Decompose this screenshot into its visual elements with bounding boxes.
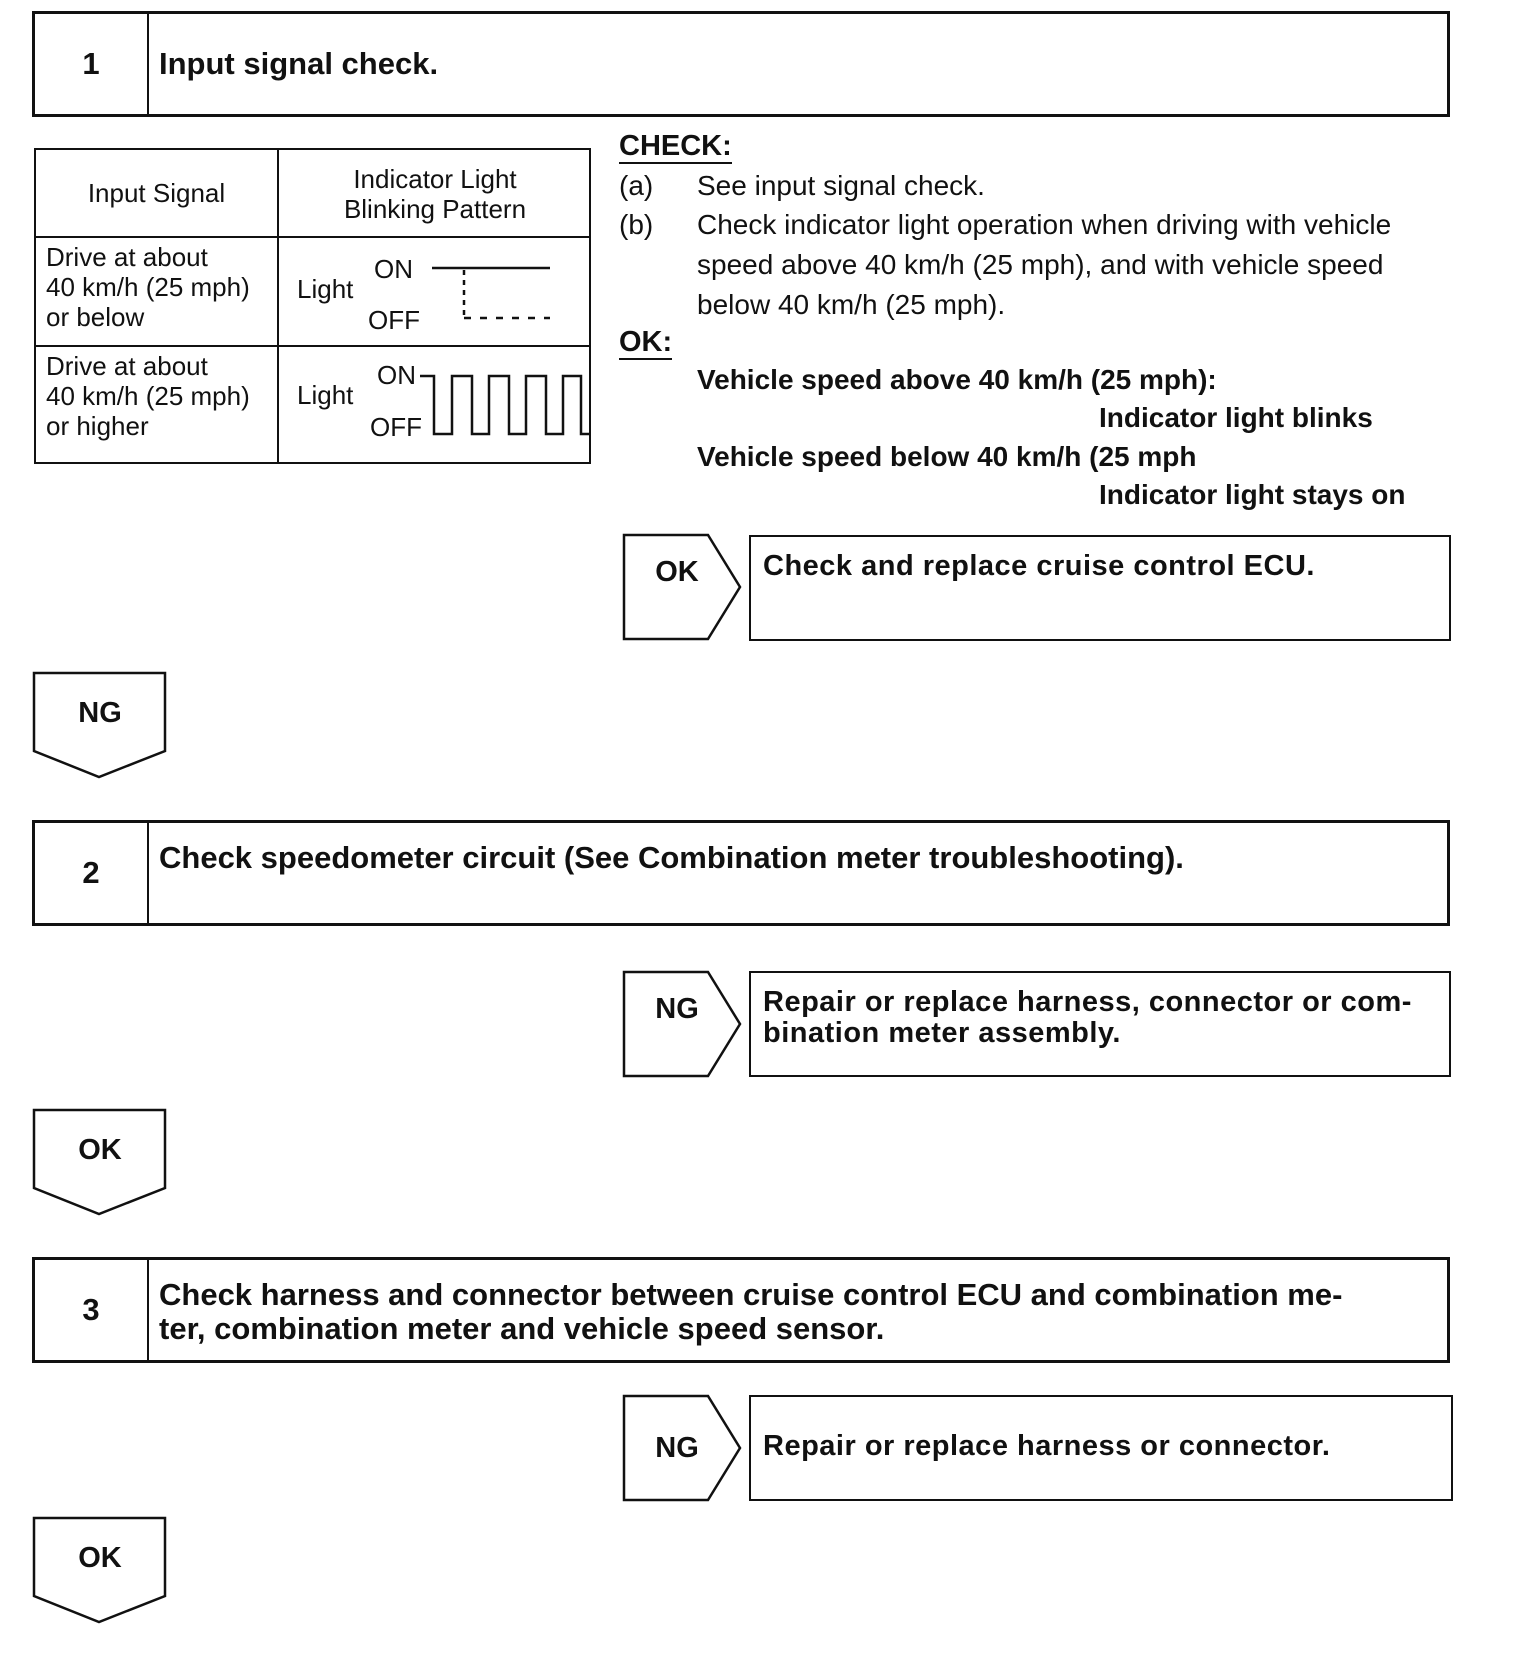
row-1-off-label: OFF: [368, 305, 420, 335]
step-3-title: Check harness and connector between cruise control ECU and combination me- ter, combination meter and vehicle speed sensor.: [159, 1277, 1343, 1346]
check-b-text: Check indicator light operation when driving with vehicle speed above 40 km/h (25 mph), and with vehicle speed below 40 km/h (25 mph).: [697, 209, 1392, 320]
step-1-ng-down-label: NG: [78, 697, 122, 729]
step-1-ok-arrow-label: OK: [655, 556, 699, 588]
row-1-signal: Drive at about 40 km/h (25 mph) or below: [46, 242, 250, 332]
ok-result-stays-on: Indicator light stays on: [1099, 479, 1406, 510]
step-3-ng-arrow-label: NG: [655, 1432, 699, 1464]
row-1-steady-on-waveform: [428, 258, 568, 330]
row-2-signal: Drive at about 40 km/h (25 mph) or higher: [46, 351, 250, 441]
row-2-on-label: ON: [377, 360, 416, 390]
input-signal-table: [34, 148, 591, 464]
row-1-light-label: Light: [297, 274, 354, 304]
ok-heading: OK:: [619, 326, 673, 358]
step-3-ok-down-label: OK: [78, 1542, 122, 1574]
check-heading: CHECK:: [619, 130, 732, 162]
check-a-text: See input signal check.: [697, 170, 985, 201]
step-3-ng-result-box: Repair or replace harness or connector.: [749, 1395, 1453, 1501]
row-2-off-label: OFF: [370, 412, 422, 442]
step-1-title: Input signal check.: [159, 46, 439, 81]
row-2-light-label: Light: [297, 380, 354, 410]
ok-line-below: Vehicle speed below 40 km/h (25 mph: [697, 441, 1197, 472]
step-1-box: [32, 11, 1450, 117]
row-2-blinking-waveform: [416, 364, 591, 444]
step-2-title: Check speedometer circuit (See Combination meter troubleshooting).: [159, 840, 1184, 875]
step-2-number: 2: [35, 823, 149, 923]
step-2-box: [32, 820, 1450, 926]
ok-line-above: Vehicle speed above 40 km/h (25 mph):: [697, 364, 1217, 395]
table-header-blinking-pattern: Indicator Light Blinking Pattern: [343, 164, 527, 224]
check-a-marker: (a): [619, 170, 654, 201]
step-2-ng-result-box: Repair or replace harness, connector or com- bination meter assembly.: [749, 971, 1451, 1077]
row-1-on-label: ON: [374, 254, 413, 284]
check-b-marker: (b): [619, 209, 654, 240]
step-3-number: 3: [35, 1260, 149, 1360]
step-1-number: 1: [35, 14, 149, 114]
table-header-input-signal: Input Signal: [87, 178, 226, 208]
step-3-box: [32, 1257, 1450, 1363]
step-2-ok-down-label: OK: [78, 1134, 122, 1166]
ok-result-blinks: Indicator light blinks: [1099, 402, 1373, 433]
step-1-ok-result-box: Check and replace cruise control ECU.: [749, 535, 1451, 641]
step-2-ng-arrow-label: NG: [655, 993, 699, 1025]
